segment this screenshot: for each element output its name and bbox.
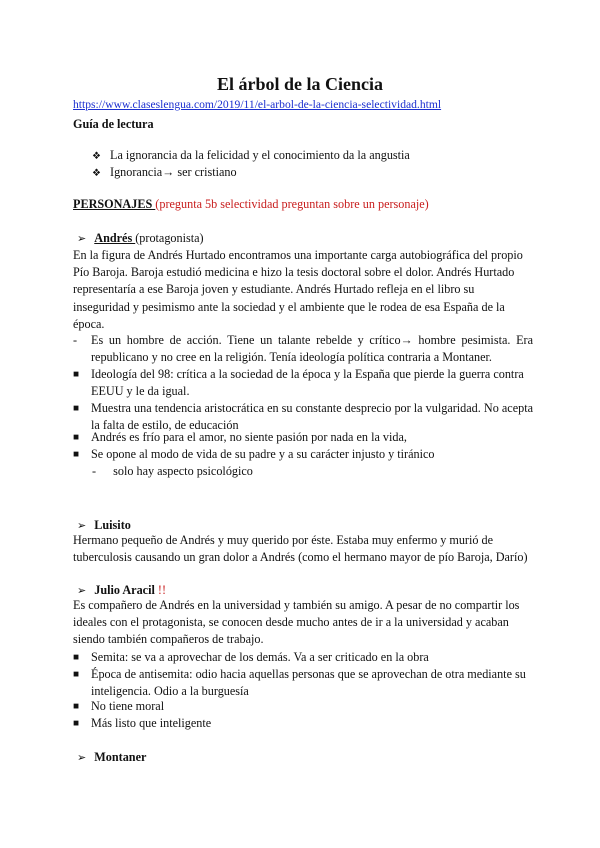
square-bullet-icon: ■ [73,669,80,680]
arrow-bullet-icon: ➢ [77,585,87,597]
list-item-text: Andrés es frío para el amor, no siente pasión por nada en la vida, [91,430,407,444]
sub-list-item-text: solo hay aspecto psicológico [113,464,253,478]
diamond-bullet-icon: ❖ [92,168,101,179]
theme-item [92,147,410,165]
list-item [73,715,533,732]
list-item-text: Época de antisemita: odio hacia aquellas personas que se aprovechan de otra mediante su inteligencia. Odio a la burguesía [91,667,526,699]
personajes-note: (pregunta 5b selectividad preguntan sobre un personaje) [155,197,429,211]
square-bullet-icon: ■ [73,701,80,712]
personajes-heading [73,196,429,213]
diamond-bullet-icon: ❖ [92,151,101,162]
theme-text: Ignorancia→ ser cristiano [110,165,237,179]
square-bullet-icon: ■ [73,718,80,729]
source-link[interactable]: https://www.claseslengua.com/2019/11/el-arbol-de-la-ciencia-selectividad.html [73,98,442,111]
list-item [73,666,533,700]
list-item [73,366,533,400]
square-bullet-icon: ■ [73,403,80,414]
list-item-text: No tiene moral [91,699,165,713]
square-bullet-icon: ■ [73,652,80,663]
list-item [73,446,533,463]
character-heading-montaner [77,749,146,767]
theme-item [92,164,237,182]
emphasis-marks: !! [157,583,167,597]
sub-list-item [92,463,253,480]
list-item-text: Se opone al modo de vida de su padre y a su carácter injusto y tiránico [91,447,435,461]
list-item [73,698,533,715]
list-item-text: Más listo que inteligente [91,716,212,730]
dash-bullet-icon: - [73,333,78,347]
julio-paragraph: Es compañero de Andrés en la universidad y también su amigo. A pesar de no compartir los ideales con el protagonista, se conocen desde mucho antes de ir a la universidad y acaban siendo también compañeros de trabajo. [73,598,520,647]
guide-label: Guía de lectura [73,117,154,131]
character-name: Andrés [94,231,136,245]
arrow-bullet-icon: ➢ [77,520,87,532]
list-item-text: Semita: se va a aprovechar de los demás. Va a ser criticado en la obra [91,650,429,664]
list-item [73,429,533,446]
character-name: Luisito [94,518,131,532]
character-name: Montaner [94,750,147,764]
andres-paragraph: En la figura de Andrés Hurtado encontramos una importante carga autobiográfica del propio Pío Baroja. Baroja estudió medicina e hizo la tesis doctoral sobre el dolor. Andrés Hurtado representaría a ese Baroja joven y estudiante. Andrés Hurtado refleja en el libro su inseguridad y pesimismo ante la sociedad y el ambiente que le rodea de esa España de la época. [73,248,523,331]
character-role: (protagonista) [135,231,204,245]
personajes-label: PERSONAJES [73,197,156,211]
arrow-bullet-icon: ➢ [77,752,87,764]
character-heading-andres [77,230,204,248]
page-title: El árbol de la Ciencia [217,74,383,94]
square-bullet-icon: ■ [73,369,80,380]
list-item-text: Muestra una tendencia aristocrática en su constante desprecio por la vulgaridad. No acepta la falta de estilo, de educación [91,401,533,433]
arrow-bullet-icon: ➢ [77,233,87,245]
square-bullet-icon: ■ [73,449,80,460]
dash-bullet-icon: - [92,464,97,478]
square-bullet-icon: ■ [73,432,80,443]
list-item-text: Es un hombre de acción. Tiene un talante rebelde y crítico→ hombre pesimista. Era republicano y no cree en la religión. Tenía ideología política contraria a Montaner. [91,333,533,365]
list-item [73,649,533,666]
list-item [73,332,533,366]
theme-text: La ignorancia da la felicidad y el conocimiento da la angustia [110,148,410,162]
list-item-text: Ideología del 98: crítica a la sociedad de la época y la España que pierde la guerra contra EEUU y le da igual. [91,367,524,399]
luisito-paragraph: Hermano pequeño de Andrés y muy querido por éste. Estaba muy enfermo y murió de tuberculosis causando un gran dolor a Andrés (como el hermano mayor de pío Baroja, Darío) [73,533,528,565]
character-name: Julio Aracil [94,583,158,597]
